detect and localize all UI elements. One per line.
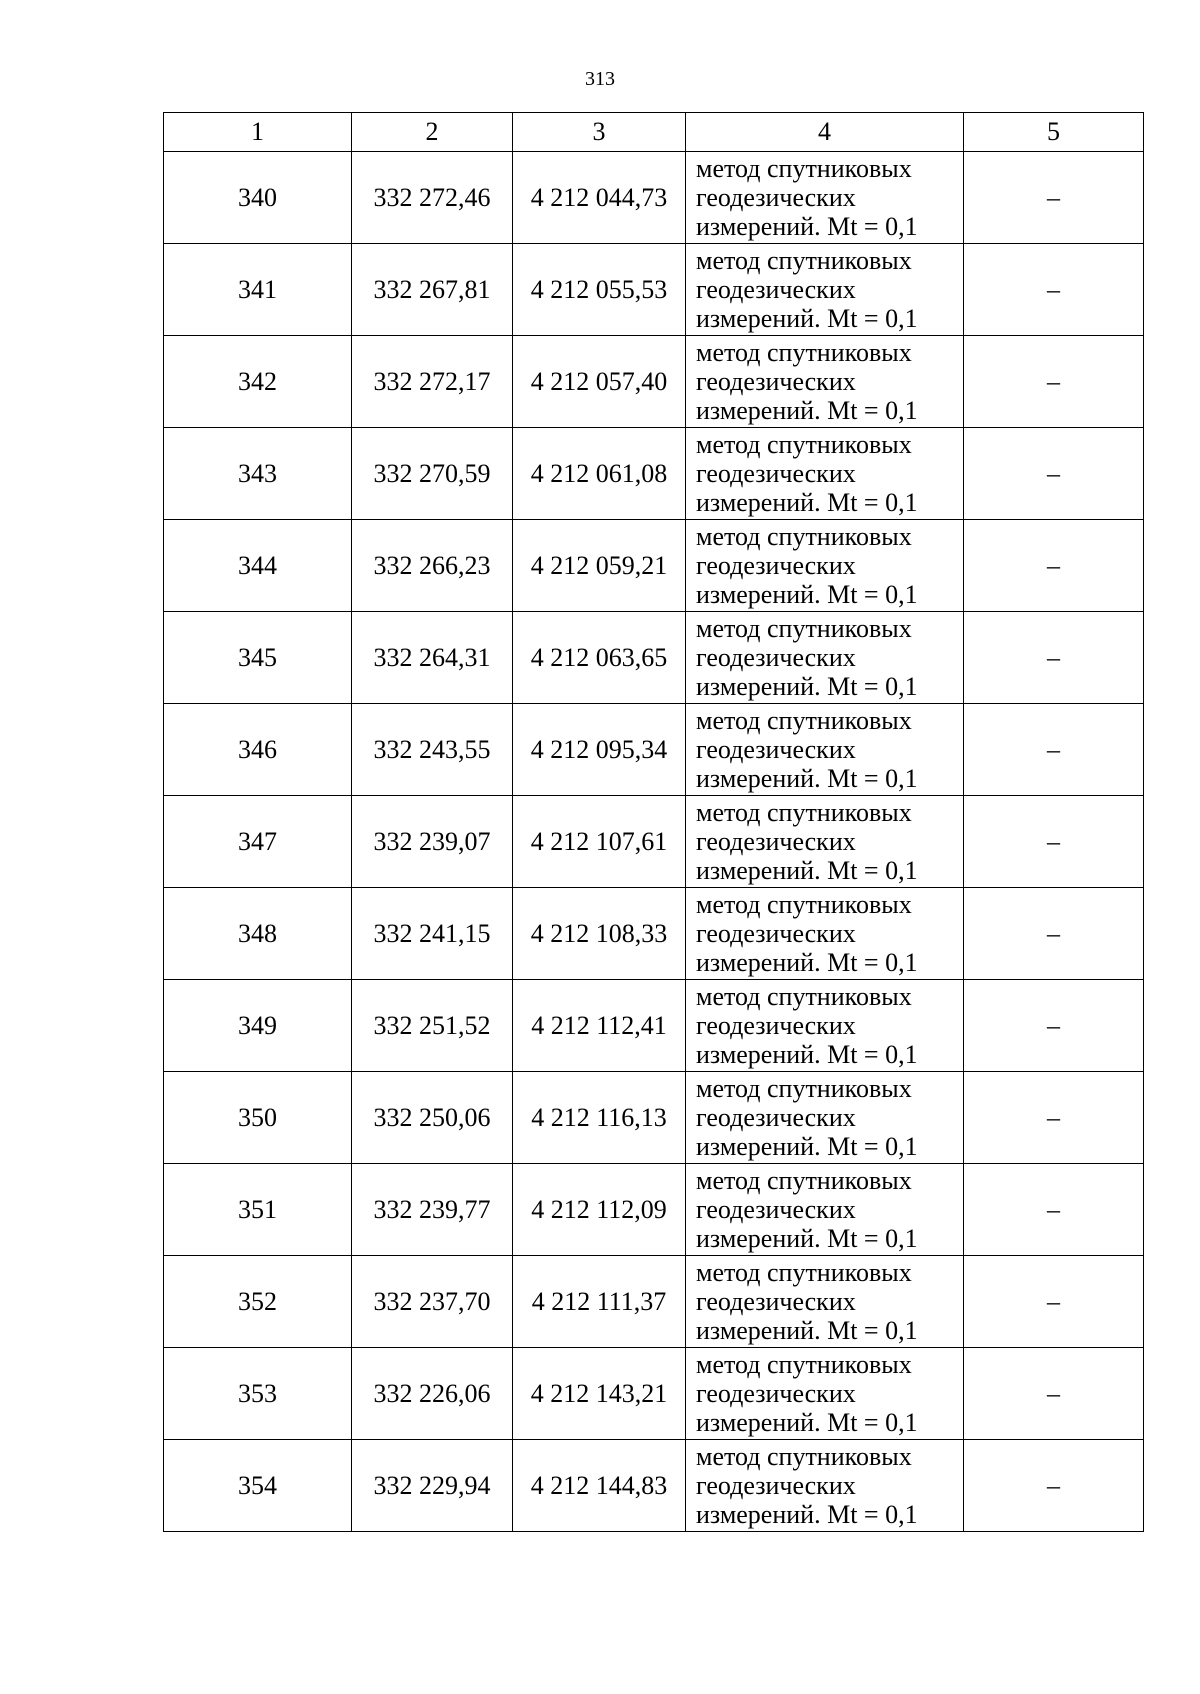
table-row xyxy=(164,1256,1144,1348)
point-number-cell: 344 xyxy=(164,520,352,612)
method-cell: метод спутниковых геодезических измерений. Mt = 0,1 xyxy=(686,1072,964,1164)
table-row xyxy=(164,336,1144,428)
table-header xyxy=(164,113,1144,152)
point-number-cell: 347 xyxy=(164,796,352,888)
point-number-cell: 350 xyxy=(164,1072,352,1164)
y-coordinate-cell: 4 212 059,21 xyxy=(513,520,686,612)
table-row xyxy=(164,980,1144,1072)
table-row xyxy=(164,704,1144,796)
point-number-cell: 349 xyxy=(164,980,352,1072)
point-number-cell: 342 xyxy=(164,336,352,428)
note-cell: – xyxy=(964,152,1144,244)
header-row xyxy=(164,113,1144,152)
note-cell: – xyxy=(964,980,1144,1072)
x-coordinate-cell: 332 243,55 xyxy=(352,704,513,796)
x-coordinate-cell: 332 239,77 xyxy=(352,1164,513,1256)
y-coordinate-cell: 4 212 063,65 xyxy=(513,612,686,704)
page-number: 313 xyxy=(585,68,615,90)
note-cell: – xyxy=(964,796,1144,888)
x-coordinate-cell: 332 267,81 xyxy=(352,244,513,336)
point-number-cell: 346 xyxy=(164,704,352,796)
point-number-cell: 352 xyxy=(164,1256,352,1348)
header-cell-3: 3 xyxy=(513,113,686,152)
y-coordinate-cell: 4 212 061,08 xyxy=(513,428,686,520)
note-cell: – xyxy=(964,336,1144,428)
note-cell: – xyxy=(964,520,1144,612)
table-row xyxy=(164,1440,1144,1532)
y-coordinate-cell: 4 212 111,37 xyxy=(513,1256,686,1348)
method-cell: метод спутниковых геодезических измерений. Mt = 0,1 xyxy=(686,704,964,796)
x-coordinate-cell: 332 272,46 xyxy=(352,152,513,244)
header-cell-2: 2 xyxy=(352,113,513,152)
method-cell: метод спутниковых геодезических измерений. Mt = 0,1 xyxy=(686,888,964,980)
y-coordinate-cell: 4 212 055,53 xyxy=(513,244,686,336)
note-cell: – xyxy=(964,1256,1144,1348)
point-number-cell: 341 xyxy=(164,244,352,336)
y-coordinate-cell: 4 212 095,34 xyxy=(513,704,686,796)
point-number-cell: 340 xyxy=(164,152,352,244)
method-cell: метод спутниковых геодезических измерений. Mt = 0,1 xyxy=(686,612,964,704)
x-coordinate-cell: 332 270,59 xyxy=(352,428,513,520)
table-row xyxy=(164,1164,1144,1256)
y-coordinate-cell: 4 212 143,21 xyxy=(513,1348,686,1440)
coordinates-table xyxy=(163,112,1144,1532)
note-cell: – xyxy=(964,704,1144,796)
x-coordinate-cell: 332 266,23 xyxy=(352,520,513,612)
table-row xyxy=(164,1072,1144,1164)
note-cell: – xyxy=(964,888,1144,980)
table-row xyxy=(164,1348,1144,1440)
method-cell: метод спутниковых геодезических измерений. Mt = 0,1 xyxy=(686,1164,964,1256)
y-coordinate-cell: 4 212 108,33 xyxy=(513,888,686,980)
method-cell: метод спутниковых геодезических измерений. Mt = 0,1 xyxy=(686,796,964,888)
table-row xyxy=(164,612,1144,704)
note-cell: – xyxy=(964,1072,1144,1164)
table-row xyxy=(164,796,1144,888)
y-coordinate-cell: 4 212 112,41 xyxy=(513,980,686,1072)
table-row xyxy=(164,152,1144,244)
header-cell-1: 1 xyxy=(164,113,352,152)
point-number-cell: 353 xyxy=(164,1348,352,1440)
method-cell: метод спутниковых геодезических измерений. Mt = 0,1 xyxy=(686,1256,964,1348)
table-body xyxy=(164,152,1144,1532)
point-number-cell: 343 xyxy=(164,428,352,520)
x-coordinate-cell: 332 272,17 xyxy=(352,336,513,428)
header-cell-5: 5 xyxy=(964,113,1144,152)
method-cell: метод спутниковых геодезических измерений. Mt = 0,1 xyxy=(686,152,964,244)
x-coordinate-cell: 332 264,31 xyxy=(352,612,513,704)
note-cell: – xyxy=(964,244,1144,336)
method-cell: метод спутниковых геодезических измерений. Mt = 0,1 xyxy=(686,1440,964,1532)
note-cell: – xyxy=(964,1348,1144,1440)
table-row xyxy=(164,888,1144,980)
x-coordinate-cell: 332 251,52 xyxy=(352,980,513,1072)
y-coordinate-cell: 4 212 144,83 xyxy=(513,1440,686,1532)
method-cell: метод спутниковых геодезических измерений. Mt = 0,1 xyxy=(686,336,964,428)
y-coordinate-cell: 4 212 044,73 xyxy=(513,152,686,244)
y-coordinate-cell: 4 212 112,09 xyxy=(513,1164,686,1256)
x-coordinate-cell: 332 239,07 xyxy=(352,796,513,888)
note-cell: – xyxy=(964,1164,1144,1256)
y-coordinate-cell: 4 212 116,13 xyxy=(513,1072,686,1164)
x-coordinate-cell: 332 226,06 xyxy=(352,1348,513,1440)
table-row xyxy=(164,520,1144,612)
method-cell: метод спутниковых геодезических измерений. Mt = 0,1 xyxy=(686,428,964,520)
table-row xyxy=(164,428,1144,520)
point-number-cell: 345 xyxy=(164,612,352,704)
x-coordinate-cell: 332 237,70 xyxy=(352,1256,513,1348)
y-coordinate-cell: 4 212 107,61 xyxy=(513,796,686,888)
header-cell-4: 4 xyxy=(686,113,964,152)
note-cell: – xyxy=(964,612,1144,704)
note-cell: – xyxy=(964,428,1144,520)
method-cell: метод спутниковых геодезических измерений. Mt = 0,1 xyxy=(686,1348,964,1440)
point-number-cell: 348 xyxy=(164,888,352,980)
method-cell: метод спутниковых геодезических измерений. Mt = 0,1 xyxy=(686,520,964,612)
y-coordinate-cell: 4 212 057,40 xyxy=(513,336,686,428)
method-cell: метод спутниковых геодезических измерений. Mt = 0,1 xyxy=(686,244,964,336)
x-coordinate-cell: 332 250,06 xyxy=(352,1072,513,1164)
table-row xyxy=(164,244,1144,336)
note-cell: – xyxy=(964,1440,1144,1532)
x-coordinate-cell: 332 229,94 xyxy=(352,1440,513,1532)
x-coordinate-cell: 332 241,15 xyxy=(352,888,513,980)
method-cell: метод спутниковых геодезических измерений. Mt = 0,1 xyxy=(686,980,964,1072)
point-number-cell: 354 xyxy=(164,1440,352,1532)
point-number-cell: 351 xyxy=(164,1164,352,1256)
